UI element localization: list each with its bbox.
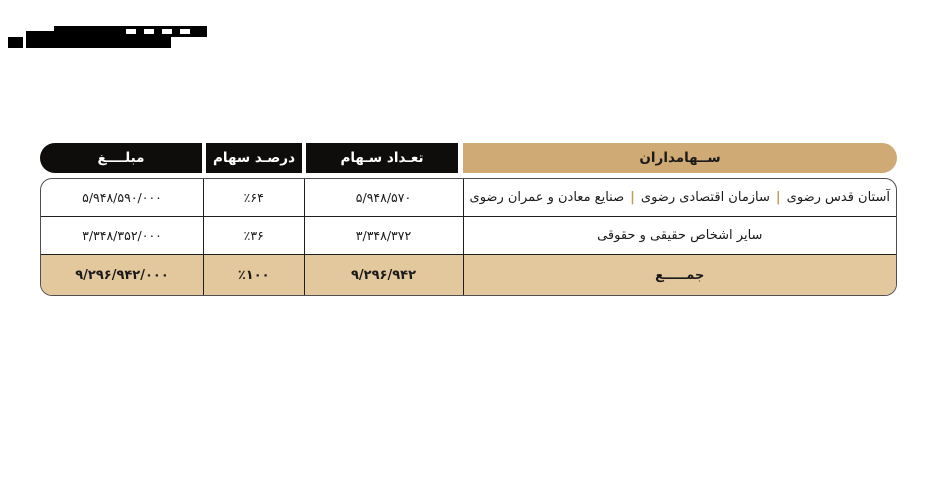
pipe-separator: | — [775, 190, 781, 205]
shareholder-name: سایر اشخاص حقیقی و حقوقی — [597, 228, 763, 243]
cell-shareholders — [463, 217, 897, 254]
cell-shares-percent: ٪۳۶ — [203, 217, 304, 254]
total-shares-count: ۹/۲۹۶/۹۴۲ — [304, 255, 463, 295]
header-shares-percent: درصـد سهام — [206, 143, 302, 173]
pipe-separator: | — [630, 190, 635, 205]
total-shares-percent: ٪۱۰۰ — [203, 255, 304, 295]
shareholder-name: آستان قدس رضوی — [786, 190, 890, 205]
shareholder-name: صنایع معادن و عمران رضوی — [469, 190, 625, 205]
table-header-row — [40, 143, 897, 173]
cell-shares-count: ۳/۳۴۸/۳۷۲ — [304, 217, 463, 254]
cell-amount: ۳/۳۴۸/۳۵۲/۰۰۰ — [82, 228, 162, 243]
table-row — [41, 216, 896, 254]
total-label: جمـــــع — [463, 255, 897, 295]
shareholders-table — [40, 143, 897, 296]
header-shares-count: تعـداد سـهام — [306, 143, 458, 173]
cell-amount: ۵/۹۴۸/۵۹۰/۰۰۰ — [82, 190, 162, 205]
table-body — [40, 178, 897, 296]
table-total-row — [41, 254, 896, 295]
total-amount: ۹/۲۹۶/۹۴۲/۰۰۰ — [75, 267, 169, 283]
header-amount: مبلــــغ — [40, 143, 202, 173]
kufic-logo-shape — [8, 26, 208, 50]
cell-shareholders — [463, 179, 897, 216]
shareholder-name: سازمان اقتصادی رضوی — [640, 190, 770, 205]
cell-shares-count: ۵/۹۴۸/۵۷۰ — [304, 179, 463, 216]
table-row — [41, 179, 896, 216]
cell-shares-percent: ٪۶۴ — [203, 179, 304, 216]
header-shareholders: ســهامداران — [463, 143, 897, 173]
